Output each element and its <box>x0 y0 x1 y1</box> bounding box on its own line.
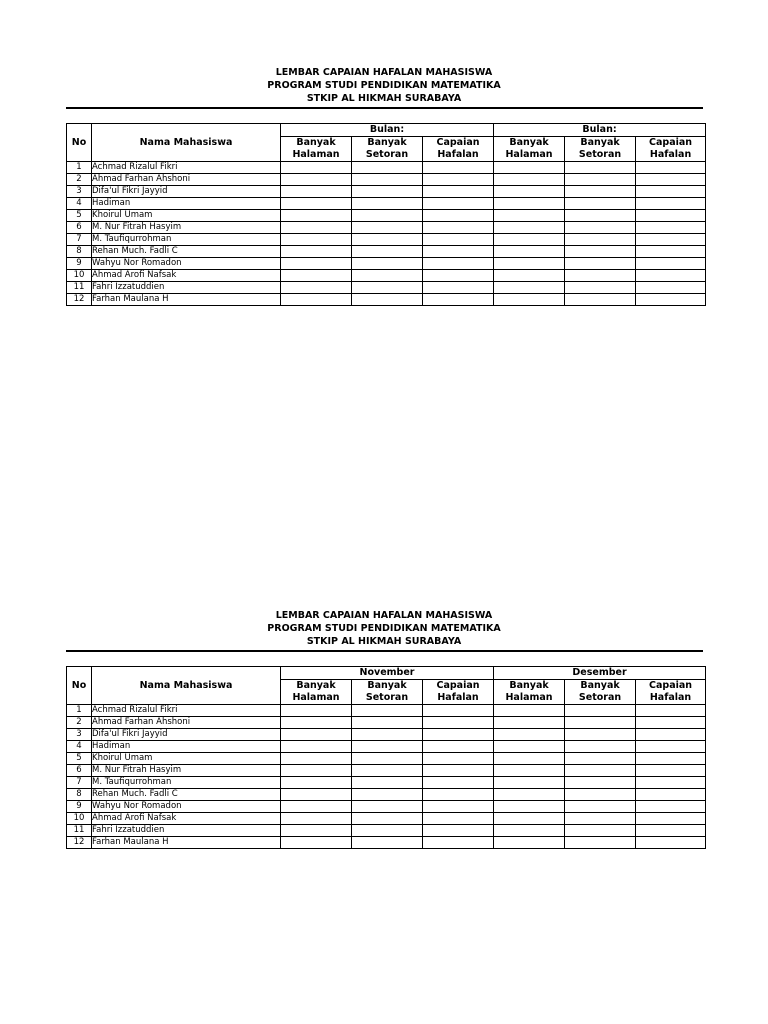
subheader-line: Banyak <box>296 137 336 148</box>
subheader-cell <box>352 680 423 705</box>
title-line-3: STKIP AL HIKMAH SURABAYA <box>306 636 462 647</box>
entry-cell[interactable] <box>494 282 565 294</box>
student-row <box>67 789 706 801</box>
student-no: 9 <box>67 801 92 813</box>
entry-cell[interactable] <box>636 705 706 717</box>
subheader-line: Setoran <box>365 149 409 160</box>
student-no: 4 <box>67 741 92 753</box>
student-row <box>67 282 706 294</box>
subheader-line: Hafalan <box>437 692 479 703</box>
student-no: 1 <box>67 162 92 174</box>
subheader-line: Hafalan <box>437 149 479 160</box>
entry-cell[interactable] <box>281 789 352 801</box>
entry-cell[interactable] <box>281 174 352 186</box>
student-row <box>67 729 706 741</box>
entry-cell[interactable] <box>494 801 565 813</box>
entry-cell[interactable] <box>636 813 706 825</box>
subheader-cell <box>352 137 423 162</box>
subheader-cell <box>281 137 352 162</box>
entry-cell[interactable] <box>281 813 352 825</box>
subheader-line: Capaian <box>436 137 480 148</box>
entry-cell[interactable] <box>565 741 636 753</box>
entry-cell[interactable] <box>494 765 565 777</box>
entry-cell[interactable] <box>494 753 565 765</box>
entry-cell[interactable] <box>352 282 423 294</box>
entry-cell[interactable] <box>494 210 565 222</box>
col-no-header: No <box>67 667 92 705</box>
entry-cell[interactable] <box>565 705 636 717</box>
student-name: Rehan Much. Fadli C <box>92 789 281 801</box>
entry-cell[interactable] <box>494 777 565 789</box>
entry-cell[interactable] <box>352 801 423 813</box>
entry-cell[interactable] <box>352 789 423 801</box>
hafalan-table <box>66 123 706 306</box>
student-no: 4 <box>67 198 92 210</box>
entry-cell[interactable] <box>423 198 494 210</box>
entry-cell[interactable] <box>494 174 565 186</box>
entry-cell[interactable] <box>281 717 352 729</box>
entry-cell[interactable] <box>494 270 565 282</box>
student-name: Farhan Maulana H <box>92 294 281 306</box>
student-row <box>67 186 706 198</box>
subheader-line: Capaian <box>649 137 693 148</box>
student-row <box>67 801 706 813</box>
entry-cell[interactable] <box>423 222 494 234</box>
student-name: M. Nur Fitrah Hasyim <box>92 222 281 234</box>
entry-cell[interactable] <box>494 234 565 246</box>
col-no-header: No <box>67 124 92 162</box>
entry-cell[interactable] <box>423 729 494 741</box>
entry-cell[interactable] <box>352 813 423 825</box>
title-line-2: PROGRAM STUDI PENDIDIKAN MATEMATIKA <box>267 623 501 634</box>
entry-cell[interactable] <box>352 825 423 837</box>
subheader-cell <box>494 137 565 162</box>
entry-cell[interactable] <box>281 186 352 198</box>
student-name: Rehan Much. Fadli C <box>92 246 281 258</box>
entry-cell[interactable] <box>281 777 352 789</box>
student-name: Wahyu Nor Romadon <box>92 801 281 813</box>
entry-cell[interactable] <box>352 234 423 246</box>
entry-cell[interactable] <box>423 825 494 837</box>
subheader-cell <box>494 680 565 705</box>
entry-cell[interactable] <box>636 174 706 186</box>
entry-cell[interactable] <box>352 765 423 777</box>
student-no: 8 <box>67 789 92 801</box>
entry-cell[interactable] <box>352 186 423 198</box>
entry-cell[interactable] <box>565 198 636 210</box>
entry-cell[interactable] <box>352 729 423 741</box>
entry-cell[interactable] <box>281 198 352 210</box>
entry-cell[interactable] <box>352 717 423 729</box>
entry-cell[interactable] <box>352 162 423 174</box>
student-name: Hadiman <box>92 198 281 210</box>
entry-cell[interactable] <box>423 837 494 849</box>
student-name: Fahri Izzatuddien <box>92 825 281 837</box>
title-line-3: STKIP AL HIKMAH SURABAYA <box>306 93 462 104</box>
entry-cell[interactable] <box>636 246 706 258</box>
entry-cell[interactable] <box>423 717 494 729</box>
entry-cell[interactable] <box>565 753 636 765</box>
subheader-cell <box>565 137 636 162</box>
student-no: 5 <box>67 210 92 222</box>
entry-cell[interactable] <box>494 789 565 801</box>
entry-cell[interactable] <box>565 789 636 801</box>
entry-cell[interactable] <box>636 765 706 777</box>
student-name: Ahmad Farhan Ahshoni <box>92 717 281 729</box>
title-line-1: LEMBAR CAPAIAN HAFALAN MAHASISWA <box>275 610 493 621</box>
month-header: November <box>281 667 494 680</box>
student-no: 9 <box>67 258 92 270</box>
student-row <box>67 705 706 717</box>
student-no: 3 <box>67 186 92 198</box>
subheader-line: Banyak <box>509 680 549 691</box>
entry-cell[interactable] <box>565 777 636 789</box>
entry-cell[interactable] <box>423 705 494 717</box>
subheader-cell <box>636 137 706 162</box>
entry-cell[interactable] <box>423 282 494 294</box>
entry-cell[interactable] <box>494 222 565 234</box>
title-divider <box>66 650 703 652</box>
entry-cell[interactable] <box>423 174 494 186</box>
student-no: 12 <box>67 837 92 849</box>
entry-cell[interactable] <box>494 258 565 270</box>
student-name: Khoirul Umam <box>92 753 281 765</box>
entry-cell[interactable] <box>352 210 423 222</box>
entry-cell[interactable] <box>565 246 636 258</box>
entry-cell[interactable] <box>636 837 706 849</box>
entry-cell[interactable] <box>636 270 706 282</box>
entry-cell[interactable] <box>423 753 494 765</box>
subheader-line: Banyak <box>580 137 620 148</box>
entry-cell[interactable] <box>281 222 352 234</box>
entry-cell[interactable] <box>494 741 565 753</box>
entry-cell[interactable] <box>423 294 494 306</box>
entry-cell[interactable] <box>565 813 636 825</box>
entry-cell[interactable] <box>423 162 494 174</box>
student-no: 11 <box>67 825 92 837</box>
entry-cell[interactable] <box>565 270 636 282</box>
student-row <box>67 258 706 270</box>
sheet-1 <box>0 66 768 304</box>
student-name: Ahmad Arofi Nafsak <box>92 813 281 825</box>
student-row <box>67 234 706 246</box>
student-row <box>67 813 706 825</box>
entry-cell[interactable] <box>352 294 423 306</box>
student-row <box>67 753 706 765</box>
student-row <box>67 210 706 222</box>
student-rows <box>67 705 706 849</box>
entry-cell[interactable] <box>352 837 423 849</box>
student-row <box>67 198 706 210</box>
subheader-line: Setoran <box>578 692 622 703</box>
student-row <box>67 717 706 729</box>
student-row <box>67 837 706 849</box>
student-row <box>67 294 706 306</box>
student-name: Fahri Izzatuddien <box>92 282 281 294</box>
entry-cell[interactable] <box>352 174 423 186</box>
entry-cell[interactable] <box>281 705 352 717</box>
entry-cell[interactable] <box>352 777 423 789</box>
entry-cell[interactable] <box>636 222 706 234</box>
entry-cell[interactable] <box>565 801 636 813</box>
entry-cell[interactable] <box>281 210 352 222</box>
subheader-line: Setoran <box>365 692 409 703</box>
entry-cell[interactable] <box>494 729 565 741</box>
entry-cell[interactable] <box>565 837 636 849</box>
entry-cell[interactable] <box>636 741 706 753</box>
entry-cell[interactable] <box>494 186 565 198</box>
title-line-2: PROGRAM STUDI PENDIDIKAN MATEMATIKA <box>267 80 501 91</box>
entry-cell[interactable] <box>352 741 423 753</box>
entry-cell[interactable] <box>494 198 565 210</box>
student-row <box>67 765 706 777</box>
entry-cell[interactable] <box>494 717 565 729</box>
sheet-2 <box>0 609 768 847</box>
entry-cell[interactable] <box>281 234 352 246</box>
subheader-line: Capaian <box>649 680 693 691</box>
subheader-line: Banyak <box>367 680 407 691</box>
subheader-line: Hafalan <box>649 692 692 703</box>
entry-cell[interactable] <box>565 729 636 741</box>
student-no: 2 <box>67 174 92 186</box>
entry-cell[interactable] <box>281 294 352 306</box>
entry-cell[interactable] <box>565 174 636 186</box>
student-name: Wahyu Nor Romadon <box>92 258 281 270</box>
entry-cell[interactable] <box>352 270 423 282</box>
subheader-line: Setoran <box>578 149 622 160</box>
student-no: 6 <box>67 222 92 234</box>
student-no: 12 <box>67 294 92 306</box>
entry-cell[interactable] <box>636 234 706 246</box>
subheader-cell <box>636 680 706 705</box>
entry-cell[interactable] <box>494 837 565 849</box>
student-row <box>67 162 706 174</box>
entry-cell[interactable] <box>352 258 423 270</box>
entry-cell[interactable] <box>636 825 706 837</box>
entry-cell[interactable] <box>565 282 636 294</box>
student-no: 7 <box>67 777 92 789</box>
entry-cell[interactable] <box>281 258 352 270</box>
title-line-1: LEMBAR CAPAIAN HAFALAN MAHASISWA <box>275 67 493 78</box>
entry-cell[interactable] <box>565 258 636 270</box>
title-divider <box>66 107 703 109</box>
subheader-line: Banyak <box>296 680 336 691</box>
student-no: 3 <box>67 729 92 741</box>
student-row <box>67 246 706 258</box>
student-name: Difa'ul Fikri Jayyid <box>92 729 281 741</box>
entry-cell[interactable] <box>565 294 636 306</box>
entry-cell[interactable] <box>281 837 352 849</box>
student-row <box>67 825 706 837</box>
entry-cell[interactable] <box>636 789 706 801</box>
student-no: 10 <box>67 270 92 282</box>
month-header: Bulan: <box>494 124 706 137</box>
entry-cell[interactable] <box>423 210 494 222</box>
entry-cell[interactable] <box>494 813 565 825</box>
entry-cell[interactable] <box>565 186 636 198</box>
entry-cell[interactable] <box>636 294 706 306</box>
student-no: 8 <box>67 246 92 258</box>
subheader-line: Halaman <box>505 692 553 703</box>
student-no: 5 <box>67 753 92 765</box>
entry-cell[interactable] <box>494 246 565 258</box>
month-header: Desember <box>494 667 706 680</box>
entry-cell[interactable] <box>423 801 494 813</box>
entry-cell[interactable] <box>352 222 423 234</box>
entry-cell[interactable] <box>636 162 706 174</box>
student-row <box>67 741 706 753</box>
entry-cell[interactable] <box>636 210 706 222</box>
col-nama-header: Nama Mahasiswa <box>92 124 281 162</box>
student-row <box>67 270 706 282</box>
student-name: Achmad Rizalul Fikri <box>92 162 281 174</box>
entry-cell[interactable] <box>281 162 352 174</box>
entry-cell[interactable] <box>423 186 494 198</box>
entry-cell[interactable] <box>423 789 494 801</box>
student-name: Ahmad Farhan Ahshoni <box>92 174 281 186</box>
entry-cell[interactable] <box>423 258 494 270</box>
student-name: M. Taufiqurrohman <box>92 234 281 246</box>
entry-cell[interactable] <box>565 162 636 174</box>
entry-cell[interactable] <box>281 765 352 777</box>
subheader-line: Halaman <box>292 149 340 160</box>
entry-cell[interactable] <box>565 825 636 837</box>
student-name: M. Taufiqurrohman <box>92 777 281 789</box>
entry-cell[interactable] <box>636 282 706 294</box>
subheader-line: Banyak <box>367 137 407 148</box>
subheader-cell <box>423 137 494 162</box>
col-nama-header: Nama Mahasiswa <box>92 667 281 705</box>
entry-cell[interactable] <box>281 270 352 282</box>
student-no: 2 <box>67 717 92 729</box>
student-no: 10 <box>67 813 92 825</box>
student-row <box>67 777 706 789</box>
subheader-cell <box>281 680 352 705</box>
entry-cell[interactable] <box>423 234 494 246</box>
entry-cell[interactable] <box>636 717 706 729</box>
entry-cell[interactable] <box>636 777 706 789</box>
entry-cell[interactable] <box>565 717 636 729</box>
entry-cell[interactable] <box>281 246 352 258</box>
title-block <box>0 66 768 105</box>
subheader-line: Hafalan <box>649 149 692 160</box>
entry-cell[interactable] <box>565 765 636 777</box>
entry-cell[interactable] <box>423 813 494 825</box>
student-no: 11 <box>67 282 92 294</box>
student-name: Hadiman <box>92 741 281 753</box>
entry-cell[interactable] <box>565 234 636 246</box>
entry-cell[interactable] <box>636 801 706 813</box>
title-block <box>0 609 768 648</box>
entry-cell[interactable] <box>423 765 494 777</box>
student-no: 7 <box>67 234 92 246</box>
subheader-cell <box>423 680 494 705</box>
entry-cell[interactable] <box>281 729 352 741</box>
entry-cell[interactable] <box>636 753 706 765</box>
subheader-line: Halaman <box>505 149 553 160</box>
entry-cell[interactable] <box>565 210 636 222</box>
student-row <box>67 222 706 234</box>
entry-cell[interactable] <box>565 222 636 234</box>
student-name: Achmad Rizalul Fikri <box>92 705 281 717</box>
student-name: Difa'ul Fikri Jayyid <box>92 186 281 198</box>
entry-cell[interactable] <box>352 753 423 765</box>
month-header: Bulan: <box>281 124 494 137</box>
subheader-line: Banyak <box>509 137 549 148</box>
entry-cell[interactable] <box>423 246 494 258</box>
student-no: 6 <box>67 765 92 777</box>
entry-cell[interactable] <box>636 258 706 270</box>
entry-cell[interactable] <box>423 270 494 282</box>
entry-cell[interactable] <box>352 705 423 717</box>
subheader-cell <box>565 680 636 705</box>
entry-cell[interactable] <box>636 729 706 741</box>
entry-cell[interactable] <box>636 186 706 198</box>
entry-cell[interactable] <box>494 705 565 717</box>
subheader-line: Halaman <box>292 692 340 703</box>
entry-cell[interactable] <box>281 753 352 765</box>
entry-cell[interactable] <box>494 825 565 837</box>
entry-cell[interactable] <box>352 246 423 258</box>
subheader-line: Banyak <box>580 680 620 691</box>
student-name: Farhan Maulana H <box>92 837 281 849</box>
student-name: Khoirul Umam <box>92 210 281 222</box>
student-name: Ahmad Arofi Nafsak <box>92 270 281 282</box>
student-name: M. Nur Fitrah Hasyim <box>92 765 281 777</box>
entry-cell[interactable] <box>281 741 352 753</box>
entry-cell[interactable] <box>352 198 423 210</box>
student-no: 1 <box>67 705 92 717</box>
student-rows <box>67 162 706 306</box>
entry-cell[interactable] <box>281 801 352 813</box>
entry-cell[interactable] <box>636 198 706 210</box>
entry-cell[interactable] <box>494 162 565 174</box>
entry-cell[interactable] <box>494 294 565 306</box>
hafalan-table <box>66 666 706 849</box>
entry-cell[interactable] <box>281 825 352 837</box>
student-row <box>67 174 706 186</box>
entry-cell[interactable] <box>423 741 494 753</box>
entry-cell[interactable] <box>281 282 352 294</box>
subheader-line: Capaian <box>436 680 480 691</box>
entry-cell[interactable] <box>423 777 494 789</box>
